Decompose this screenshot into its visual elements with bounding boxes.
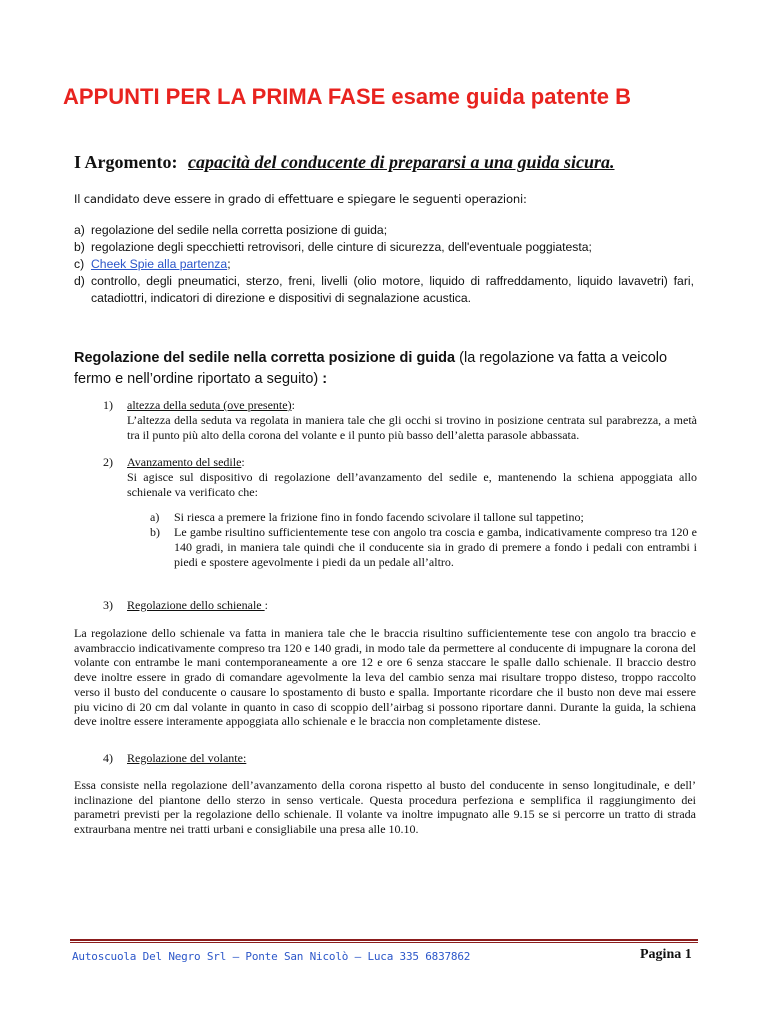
list-text: regolazione del sedile nella corretta posizione di guida; [91, 223, 388, 237]
item-body: L’altezza della seduta va regolata in maniera tale che gli occhi si trovino in posizione centrata sul parabrezza, a metà tra il punto più alto della corona del volante e il punto più basso dell’aletta parasole abbassata. [127, 413, 697, 442]
item-body: La regolazione dello schienale va fatta in maniera tale che le braccia risultino sufficientemente tese con angolo tra braccio e avambraccio indicativamente compreso tra 120 e 140 gradi, in modo tale da permettere al conducente di impugnare la corona del volante con entrambe le mani contemporaneamente a ore 12 e ore 6 senza staccare le spalle dallo schienale. Il braccio destro deve inoltre essere in grado di comandare agevolmente la leva del cambio senza mai risultare troppo disteso, troppo raccolto verso il busto del conducente o causare lo spostamento di busto e spalla. Importante ricordare che il busto non deve mai essere piu vicino di 20 cm dal volante in quanto in caso di scoppio dell’airbag si possono riportare danni. Durante la guida, la schiena deve inoltre essere interamente appoggiata allo schienale e le braccia non completamente distese. [74, 626, 696, 729]
intro-text: Il candidato deve essere in grado di effettuare e spiegare le seguenti operazioni: [74, 192, 527, 206]
list-label: d) [74, 274, 85, 288]
item-block [127, 455, 697, 500]
footer-rule [70, 939, 698, 941]
item-heading: Avanzamento del sedile [127, 455, 242, 469]
item-block [127, 751, 697, 766]
item-heading-suffix: : [264, 598, 268, 612]
footer-rule-thin [70, 942, 698, 943]
list-item [74, 222, 694, 239]
item-number: 3) [103, 598, 113, 612]
item-block [127, 398, 697, 443]
list-label: c) [74, 257, 85, 271]
item-heading: Regolazione del volante: [127, 751, 247, 765]
section-heading-rest: (la regolazione va fatta a veicolo fermo e nell’ordine riportato a seguito) [74, 350, 668, 387]
list-text: regolazione degli specchietti retrovisori, delle cinture di sicurezza, dell'eventuale poggiatesta; [91, 240, 592, 254]
section-heading-bold: Regolazione del sedile nella corretta posizione di guida [74, 350, 456, 366]
list-text: Si riesca a premere la frizione fino in fondo facendo scivolare il tallone sul tappetino; [174, 510, 584, 524]
item-number: 1) [103, 398, 113, 412]
topic-heading [74, 152, 615, 173]
list-item [74, 273, 694, 307]
document-title: APPUNTI PER LA PRIMA FASE esame guida patente B [63, 84, 632, 109]
cheek-spie-link[interactable]: Cheek Spie alla partenza [91, 257, 228, 271]
section-heading [74, 348, 694, 390]
list-label: b) [150, 525, 160, 539]
item-heading: altezza della seduta (ove presente) [127, 398, 292, 412]
list-label: b) [74, 240, 85, 254]
item-body: Si agisce sul dispositivo di regolazione dell’avanzamento del sedile e, mantenendo la schiena appoggiata allo schienale va verificato che: [127, 470, 697, 499]
topic-lead: I Argomento: [74, 152, 178, 172]
item-block [127, 598, 697, 613]
subitem-list [150, 510, 697, 570]
list-item [150, 510, 697, 525]
item-number: 4) [103, 751, 113, 765]
list-item [74, 239, 694, 256]
footer-company: Autoscuola Del Negro Srl – Ponte San Nicolò – Luca 335 6837862 [72, 950, 471, 963]
item-heading: Regolazione dello schienale [127, 598, 265, 612]
item-body: Essa consiste nella regolazione dell’avanzamento della corona rispetto al busto del conducente in senso longitudinale, e dell’ inclinazione del piantone dello sterzo in senso verticale. Questa procedura perfeziona e semplifica il raggiungimento dei parametri previsti per la regolazione dello schienale. Il volante va inoltre impugnato alle 9.15 se si percorre un tratto di strada extraurbana mentre nei tratti urbani e consigliabile una presa alle 10.10. [74, 778, 696, 837]
list-text-suffix: ; [227, 257, 231, 271]
list-text [91, 256, 694, 273]
item-number: 2) [103, 455, 113, 469]
section-heading-colon: : [322, 371, 328, 387]
list-text: Le gambe risultino sufficientemente tese con angolo tra coscia e gamba, indicativamente compreso tra 120 e 140 gradi, in maniera tale quindi che il conducente sia in grado di premere a fondo i pedali con entrambi i piedi e spostere agevolmente i piedi da un pedale all’altro. [174, 525, 697, 569]
list-item [74, 256, 694, 273]
list-label: a) [150, 510, 160, 524]
list-text: controllo, degli pneumatici, sterzo, freni, livelli (olio motore, liquido di raffreddamento, liquido lavavetri) fari, catadiottri, indicatori di direzione e dispositivi di segnalazione acustica. [91, 274, 694, 305]
item-heading-suffix: : [291, 398, 295, 412]
topic-text: capacità del conducente di prepararsi a una guida sicura. [187, 152, 615, 172]
operations-list [74, 222, 694, 307]
list-label: a) [74, 223, 85, 237]
list-item [150, 525, 697, 570]
page-number: Pagina 1 [640, 947, 692, 962]
item-heading-suffix: : [241, 455, 245, 469]
